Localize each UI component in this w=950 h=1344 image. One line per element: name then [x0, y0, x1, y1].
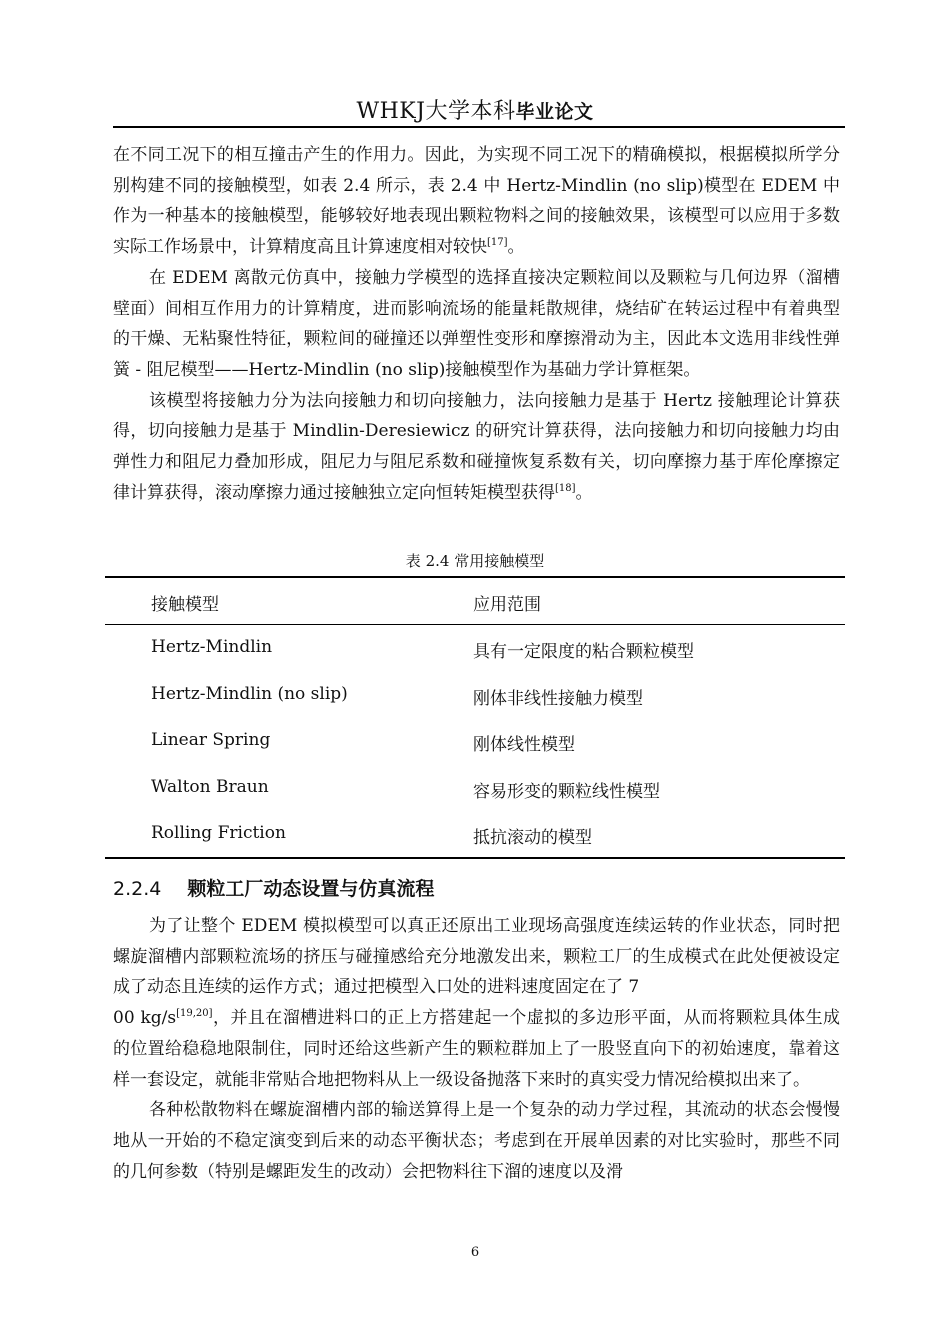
paragraph-5: 各种松散物料在螺旋溜槽内部的输送算得上是一个复杂的动力学过程，其流动的状态会慢慢地从一开始的不稳定演变到后来的动态平衡状态；考虑到在开展单因素的对比实验时，那些不同的几何参数（特别是螺距发生的改动）会把物料往下溜的速度以及滑 — [113, 1100, 840, 1182]
header-title-regular: WHKJ大学本科 — [356, 99, 516, 124]
citation-19-20: [19,20] — [176, 1008, 213, 1020]
section-number: 2.2.4 — [113, 878, 162, 900]
table-cell-scope: 抵抗滚动的模型 — [473, 828, 592, 848]
table-cell-model: Linear Spring — [151, 730, 271, 750]
paragraph-4: 为了让整个 EDEM 模拟模型可以真正还原出工业现场高强度连续运转的作业状态，同时把螺旋溜槽内部颗粒流场的挤压与碰撞感给充分地激发出来，颗粒工厂的生成模式在此处便被设定成了动态且连续的运作方式；通过把模型入口处的进料速度固定在了 7 00 kg/s[19,20]，并且在溜槽进料口的正上方搭建起一个虚拟的多边形平面，从而将颗粒具体生成的位置给稳稳地限制住，同时还给这些新产生的颗粒群加上了一股竖直向下的初始速度，靠着这样一套设定，就能非常贴合地把物料从上一级设备抛落下来时的真实受力情况给模拟出来了。 — [113, 916, 841, 1090]
lower-body-text — [113, 911, 840, 1187]
citation-17: [17] — [487, 237, 508, 249]
table-cell-model: Rolling Friction — [151, 823, 286, 843]
paragraph-1: 在不同工况下的相互撞击产生的作用力。因此，为实现不同工况下的精确模拟，根据模拟所学分别构建不同的接触模型，如表 2.4 所示，表 2.4 中 Hertz-Mindlin (no slip)模型在 EDEM 中作为一种基本的接触模型，能够较好地表现出颗粒物料之间的接触效果，该模型可以应用于多数实际工作场景中，计算精度高且计算速度相对较快[17]。 — [113, 145, 840, 258]
table-top-rule — [105, 576, 845, 578]
section-heading — [113, 874, 434, 901]
paragraph-2: 在 EDEM 离散元仿真中，接触力学模型的选择直接决定颗粒间以及颗粒与几何边界（溜槽壁面）间相互作用力的计算精度，进而影响流场的能量耗散规律，烧结矿在转运过程中有着典型的干燥、无粘聚性特征，颗粒间的碰撞还以弹塑性变形和摩擦滑动为主，因此本文选用非线性弹簧 - 阻尼模型——Hertz-Mindlin (no slip)接触模型作为基础力学计算框架。 — [113, 267, 840, 380]
citation-18: [18] — [555, 482, 576, 494]
paragraph-3: 该模型将接触力分为法向接触力和切向接触力，法向接触力是基于 Hertz 接触理论计算获得，切向接触力是基于 Mindlin-Deresiewicz 的研究计算获得，法向接触力和切向接触力均由弹性力和阻尼力叠加形成，阻尼力与阻尼系数和碰撞恢复系数有关，切向摩擦力基于库伦摩擦定律计算获得，滚动摩擦力通过接触独立定向恒转矩模型获得[18]。 — [113, 390, 840, 503]
header-divider — [113, 126, 845, 128]
table-cell-model: Hertz-Mindlin — [151, 637, 273, 657]
table-cell-scope: 容易形变的颗粒线性模型 — [473, 782, 660, 802]
table-cell-scope: 刚体线性模型 — [473, 735, 575, 755]
table-cell-model: Walton Braun — [151, 777, 269, 797]
table-cell-scope: 具有一定限度的粘合颗粒模型 — [473, 642, 694, 662]
upper-body-text — [113, 140, 840, 508]
running-header — [0, 94, 950, 125]
table-cell-scope: 刚体非线性接触力模型 — [473, 689, 643, 709]
table-cell-model: Hertz-Mindlin (no slip) — [151, 684, 348, 704]
page-number: 6 — [470, 1245, 480, 1260]
table-header-rule — [105, 624, 845, 625]
table-bottom-rule — [105, 857, 845, 859]
table-header-scope: 应用范围 — [473, 595, 541, 615]
section-title: 颗粒工厂动态设置与仿真流程 — [187, 878, 435, 900]
table-caption: 表 2.4 常用接触模型 — [405, 552, 545, 570]
table-header-model: 接触模型 — [151, 595, 219, 615]
header-title-bold: 毕业论文 — [515, 101, 594, 123]
